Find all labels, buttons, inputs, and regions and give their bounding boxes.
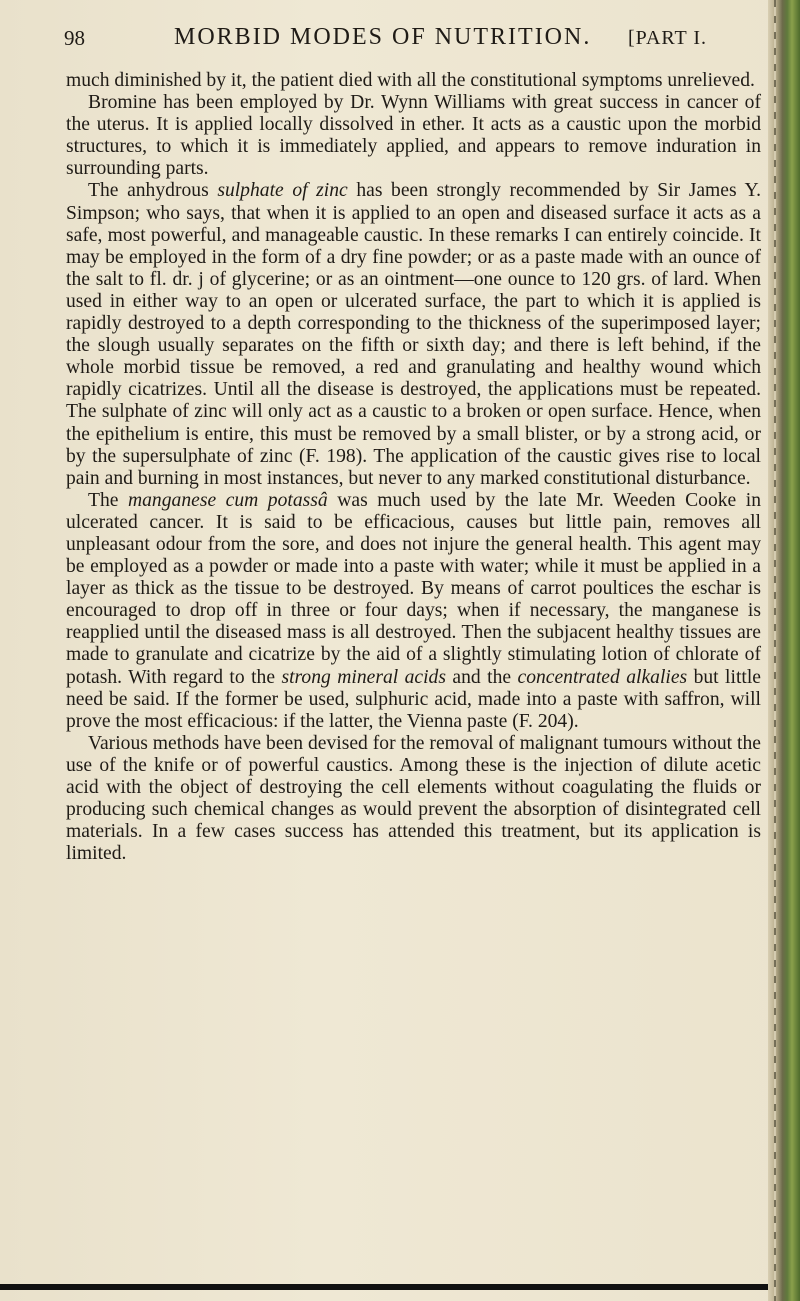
- paragraph: [66, 70, 761, 92]
- text-run: but little need be said. If the former be used, sulphuric acid, made into a paste with saffron, will prove the most efficacious: if the latter, the Vienna paste (F. 204).: [66, 666, 761, 732]
- paragraph: [66, 92, 761, 180]
- bottom-rule: [0, 1284, 790, 1290]
- body-text: [66, 70, 761, 865]
- text-run: The: [88, 489, 128, 511]
- text-run: The anhydrous: [88, 180, 218, 202]
- italic-term: sulphate of zinc: [217, 180, 348, 202]
- running-head: MORBID MODES OF NUTRITION.: [174, 24, 592, 50]
- paragraph: [66, 490, 761, 733]
- italic-term: strong mineral acids: [281, 666, 446, 688]
- italic-term: manganese cum potassâ: [127, 489, 328, 511]
- paragraph: [66, 733, 761, 866]
- text-run: and the: [445, 666, 518, 688]
- page-header: [64, 26, 764, 56]
- paragraph: [66, 180, 761, 489]
- page-binding-edge: [768, 0, 800, 1301]
- text-run: has been strongly recommended by Sir James Y. Simpson; who says, that when it is applied to an open and diseased surface it acts as a safe, most powerful, and manageable caustic. In these remarks I can entirely coincide. It may be employed in the form of a dry fine powder; or as a paste made with an ounce of the salt to fl. dr. j of glycerine; or as an ointment—one ounce to 120 grs. of lard. When used in either way to an open or ulcerated surface, the part to which it is applied is rapidly destroyed to a depth corresponding to the thickness of the superimposed layer; the slough usually separates on the fifth or sixth day; and there is left behind, if the whole morbid tissue be removed, a red and granulating and healthy wound which rapidly cicatrizes. Until all the disease is destroyed, the applications must be repeated. The sulphate of zinc will only act as a caustic to a broken or open surface. Hence, when the epithelium is entire, this must be removed by a small blister, or by a strong acid, or by the supersulphate of zinc (F. 198). The application of the caustic gives rise to local pain and burning in most instances, but never to any marked constitutional disturbance.: [66, 180, 762, 489]
- page-number: 98: [64, 26, 85, 50]
- italic-term: concentrated alkalies: [517, 666, 688, 688]
- text-run: Various methods have been devised for the removal of malignant tumours without the use of the knife or of powerful caustics. Among these is the injection of dilute acetic acid with the object of destroying the cell elements without coagulating the fluids or producing such chemical changes as would prevent the absorption of disintegrated cell materials. In a few cases success has attended this treatment, but its application is limited.: [66, 732, 761, 865]
- text-run: much diminished by it, the patient died with all the constitutional symptoms unrelieved.: [66, 70, 755, 91]
- part-label: [PART I.: [628, 27, 708, 49]
- text-run: Bromine has been employed by Dr. Wynn Williams with great success in cancer of the uterus. It is applied locally dissolved in ether. It acts as a caustic upon the morbid structures, to which it is immediately applied, and appears to remove induration in surrounding parts.: [66, 92, 761, 180]
- text-run: was much used by the late Mr. Weeden Cooke in ulcerated cancer. It is said to be efficacious, causes but little pain, removes all unpleasant odour from the sore, and does not injure the general health. This agent may be employed as a powder or made into a paste with water; while it must be applied in a layer as thick as the tissue to be destroyed. By means of carrot poultices the eschar is encouraged to drop off in three or four days; when if necessary, the manganese is reapplied until the diseased mass is all destroyed. Then the subjacent healthy tissues are made to granulate and cicatrize by the aid of a slightly stimulating lotion of chlorate of potash. With regard to the: [66, 489, 761, 688]
